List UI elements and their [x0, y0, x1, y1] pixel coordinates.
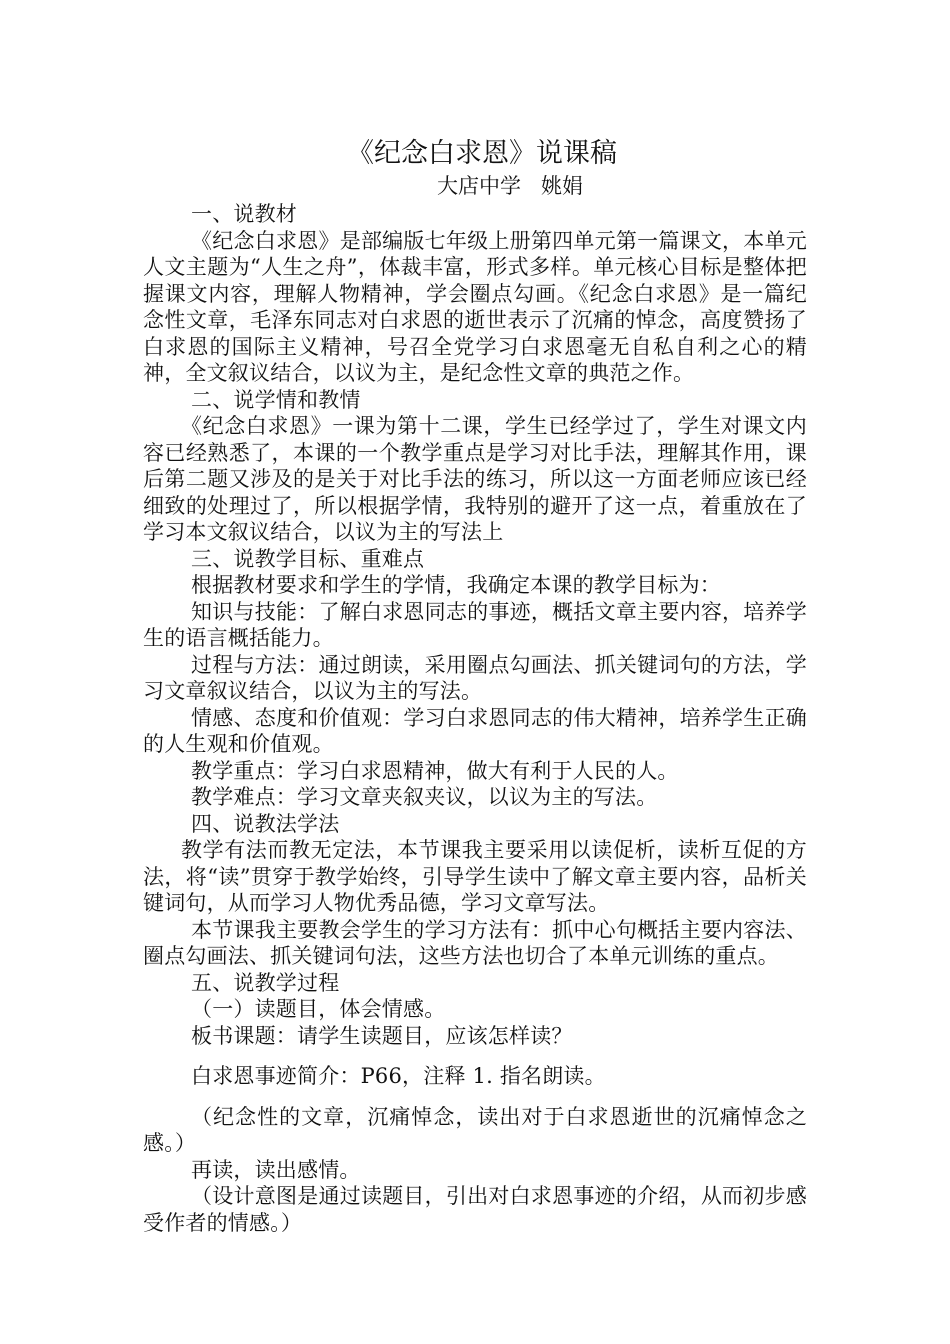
- section-heading-textbook: 一、说教材: [191, 202, 297, 226]
- paragraph-learning-method: 本节课我主要教会学生的学习方法有：抓中心句概括主要内容法、圈点勾画法、抓关键词句法，这些方法也切合了本单元训练的重点。: [143, 917, 807, 968]
- paragraph-reading-note: （纪念性的文章，沉痛悼念，读出对于白求恩逝世的沉痛悼念之感。）: [143, 1104, 807, 1155]
- paragraph-teaching-method: 教学有法而教无定法，本节课我主要采用以读促析，读析互促的方法，将“读”贯穿于教学始终，引导学生读中了解文章主要内容，品析关键词句，从而学习人物优秀品德，学习文章写法。: [143, 838, 807, 915]
- paragraph-key-point: 教学重点：学习白求恩精神，做大有利于人民的人。: [191, 758, 679, 783]
- paragraph-process-method: 过程与方法：通过朗读，采用圈点勾画法、抓关键词句的方法，学习文章叙议结合，以议为主的写法。: [143, 652, 807, 703]
- paragraph-bethune-intro: 白求恩事迹简介：P66，注释 1. 指名朗读。: [191, 1064, 606, 1088]
- paragraph-learning-situation: 《纪念白求恩》一课为第十二课，学生已经学过了，学生对课文内容已经熟悉了，本课的一个教学重点是学习对比手法，理解其作用，课后第二题又涉及的是关于对比手法的练习，所以这一方面老师应该已经细致的处理过了，所以根据学情，我特别的避开了这一点，着重放在了学习本文叙议结合，以议为主的写法上: [143, 414, 807, 544]
- section-heading-learning-situation: 二、说学情和教情: [191, 387, 361, 412]
- document-body: [143, 137, 807, 1236]
- paragraph-textbook: 《纪念白求恩》是部编版七年级上册第四单元第一篇课文，本单元人文主题为“人生之舟”，体裁丰富，形式多样。单元核心目标是整体把握课文内容，理解人物精神，学会圈点勾画。《纪念白求恩》是一篇纪念性文章，毛泽东同志对白求恩的逝世表示了沉痛的悼念，高度赞扬了白求恩的国际主义精神，号召全党学习白求恩毫无自私自利之心的精神，全文叙议结合，以议为主，是纪念性文章的典范之作。: [143, 228, 807, 385]
- paragraph-step-one: （一）读题目，体会情感。: [191, 997, 446, 1021]
- paragraph-knowledge-skills: 知识与技能：了解白求恩同志的事迹，概括文章主要内容，培养学生的语言概括能力。: [143, 599, 807, 650]
- paragraph-difficult-point: 教学难点：学习文章夹叙夹议，以议为主的写法。: [191, 785, 658, 809]
- document-title: 《纪念白求恩》说课稿: [347, 138, 617, 169]
- paragraph-design-intent: （设计意图是通过读题目，引出对白求恩事迹的介绍，从而初步感受作者的情感。）: [143, 1184, 807, 1235]
- section-heading-methods: 四、说教法学法: [191, 811, 340, 836]
- paragraph-emotion-values: 情感、态度和价值观：学习白求恩同志的伟大精神，培养学生正确的人生观和价值观。: [143, 705, 807, 756]
- section-heading-process: 五、说教学过程: [191, 970, 340, 995]
- paragraph-reread: 再读，读出感情。: [191, 1157, 361, 1182]
- paragraph-objectives-intro: 根据教材要求和学生的学情，我确定本课的教学目标为：: [191, 573, 721, 597]
- paragraph-board-title: 板书课题：请学生读题目，应该怎样读？: [191, 1023, 573, 1048]
- author-line: 大店中学 姚娟: [436, 174, 584, 198]
- section-heading-objectives: 三、说教学目标、重难点: [191, 546, 425, 571]
